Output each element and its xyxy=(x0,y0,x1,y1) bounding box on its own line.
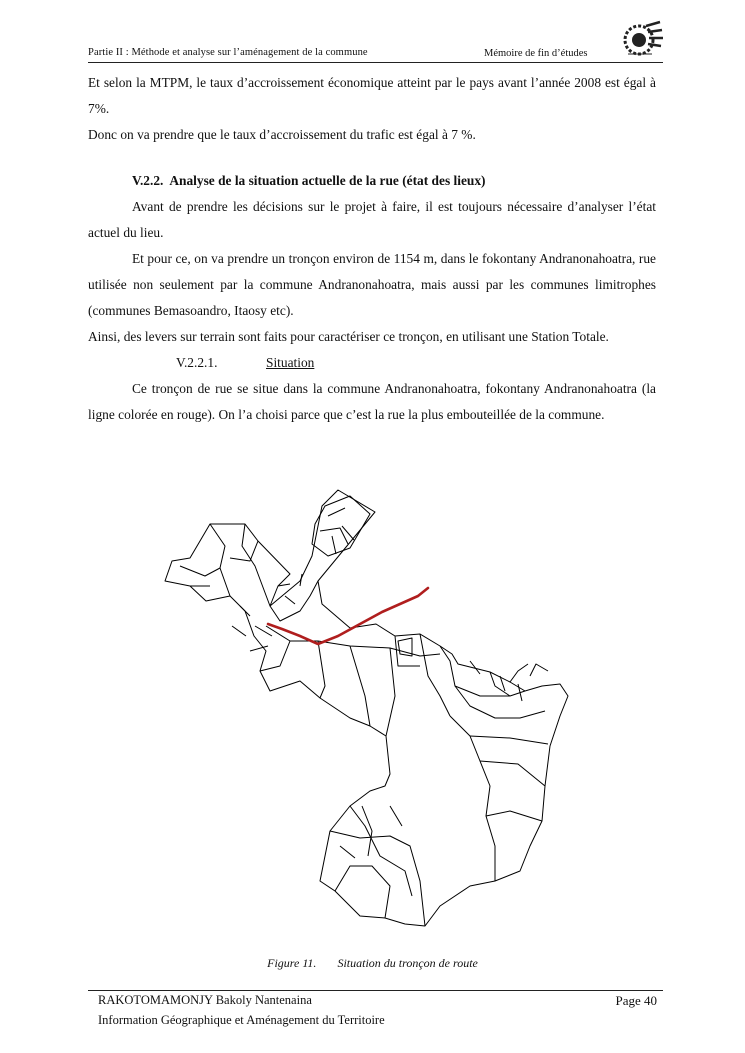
paragraph: Et selon la MTPM, le taux d’accroissement économique atteint par le pays avant l’année 2008 est égal à 7%. xyxy=(88,75,656,116)
paragraph: Ainsi, des levers sur terrain sont faits pour caractériser ce tronçon, en utilisant une Station Totale. xyxy=(88,329,609,344)
commune-map xyxy=(150,486,590,948)
subsection-number: V.2.2.1. xyxy=(176,355,218,370)
page-number: Page 40 xyxy=(615,993,657,1008)
footer-author: RAKOTOMAMONJY Bakoly Nantenaina xyxy=(98,993,312,1007)
figure-caption-text: Situation du tronçon de route xyxy=(337,956,478,970)
running-header xyxy=(88,44,660,62)
figure-label: Figure 11. xyxy=(267,956,317,970)
paragraph: Ce tronçon de rue se situe dans la commune Andranonahoatra, fokontany Andranonahoatra (la ligne colorée en rouge). On l’a choisi parce que c’est la rue la plus embouteillée de la commune. xyxy=(88,381,656,422)
paragraph: Donc on va prendre que le taux d’accroissement du trafic est égal à 7 %. xyxy=(88,127,476,142)
paragraph: Avant de prendre les décisions sur le projet à faire, il est toujours nécessaire d’analyser l’état actuel du lieu. xyxy=(88,199,656,240)
page-body xyxy=(88,70,656,428)
section-number: V.2.2. xyxy=(132,173,164,188)
section-heading xyxy=(88,168,656,194)
header-thesis-label: Mémoire de fin d’études xyxy=(484,48,588,59)
section-title: Analyse de la situation actuelle de la rue (état des lieux) xyxy=(169,173,486,188)
paragraph: Et pour ce, on va prendre un tronçon environ de 1154 m, dans le fokontany Andranonahoatra, rue utilisée non seulement par la commune Andranonahoatra, mais aussi par les communes limitrophes (communes Bemasoandro, Itaosy etc). xyxy=(88,251,656,318)
header-part-title: Partie II : Méthode et analyse sur l’aménagement de la commune xyxy=(88,47,368,58)
header-rule xyxy=(88,62,663,63)
footer-rule xyxy=(88,990,663,991)
subsection-title: Situation xyxy=(266,355,315,370)
footer-department: Information Géographique et Aménagement du Territoire xyxy=(98,1013,385,1027)
figure-caption xyxy=(0,956,745,971)
school-logo xyxy=(618,18,664,62)
subsection-heading xyxy=(88,350,656,376)
